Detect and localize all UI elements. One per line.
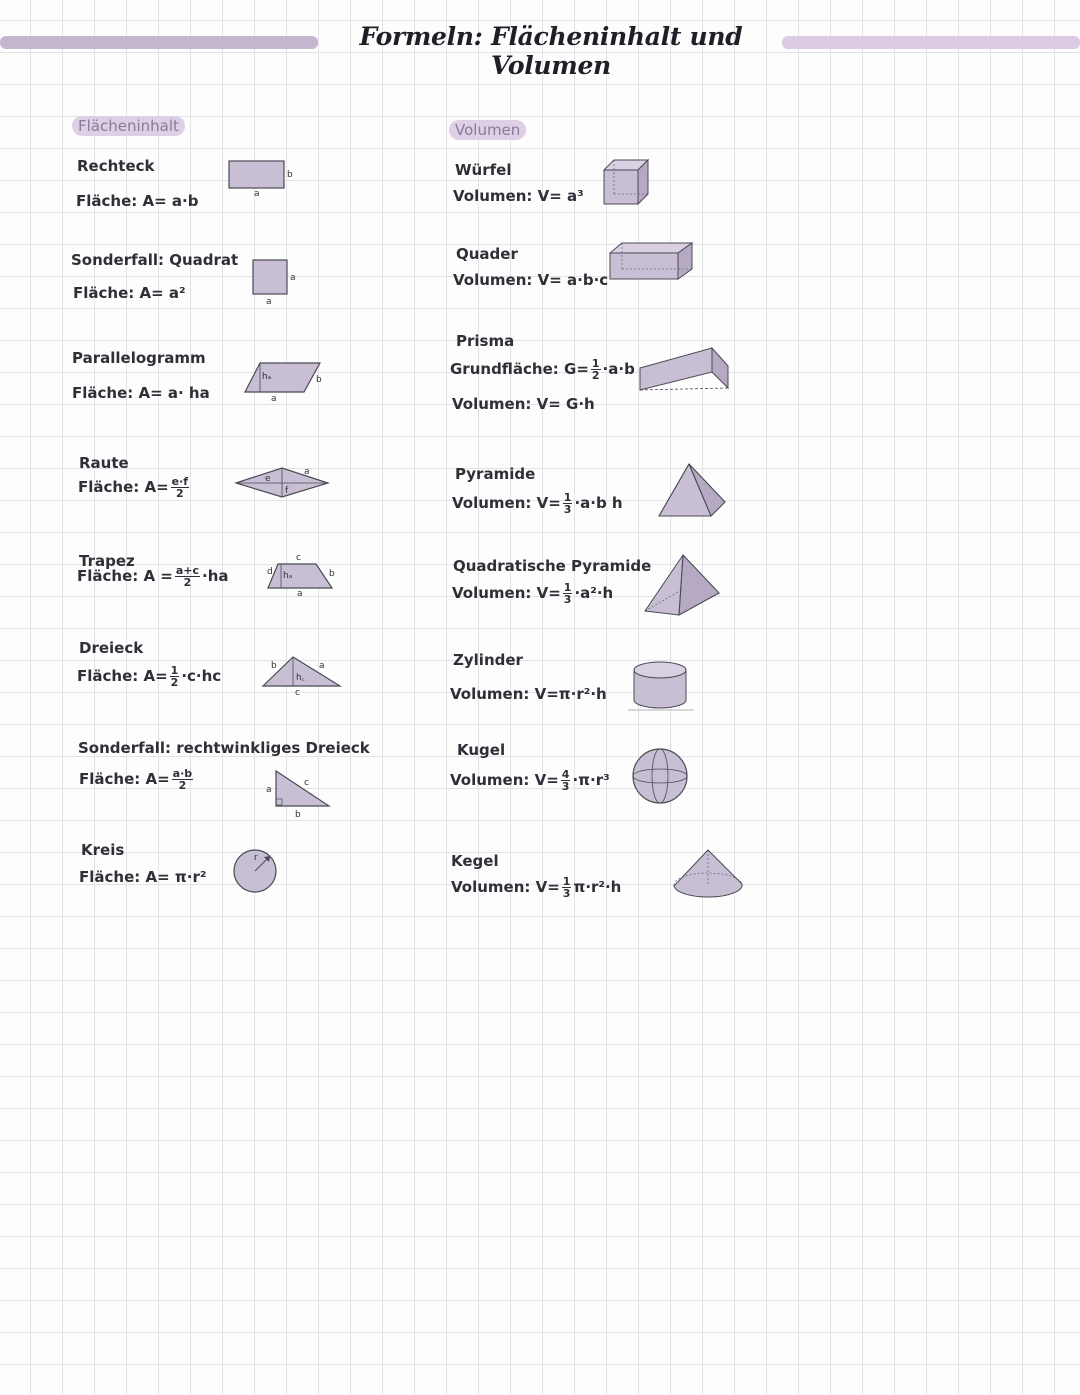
quader-formula: Volumen: V= a·b·c — [453, 271, 609, 289]
parallelogramm-formula: Fläche: A= a· ha — [72, 384, 210, 402]
trapezoid-label-b: b — [329, 569, 335, 579]
quad-pyramide-name: Quadratische Pyramide — [453, 557, 652, 575]
pyramide-fraction: $\frac{1}{3}$ — [563, 491, 572, 516]
square-label-a-side: a — [290, 273, 296, 283]
rectangle-label-a: a — [254, 189, 260, 199]
rhombus-label-a: a — [304, 467, 310, 477]
zylinder-name: Zylinder — [453, 651, 523, 669]
kegel-name: Kegel — [451, 852, 499, 870]
trapez-fraction: $\frac{a+c}{2}$ — [175, 564, 200, 589]
dreieck-fraction: $\frac{1}{2}$ — [170, 664, 179, 689]
square-shape — [253, 260, 287, 294]
trapez-name: Trapez — [79, 552, 135, 570]
dreieck-name: Dreieck — [79, 639, 144, 657]
sphere-shape — [633, 749, 687, 803]
triangle-label-hc: h꜀ — [296, 673, 305, 683]
quadrat-name: Sonderfall: Quadrat — [71, 251, 239, 269]
right-triangle-label-a: a — [266, 785, 272, 795]
kegel-fraction: $\frac{1}{3}$ — [562, 875, 571, 900]
trapezoid-shape — [268, 564, 332, 588]
square-label-a-bottom: a — [266, 297, 272, 307]
trapezoid-label-a: a — [297, 589, 303, 599]
wuerfel-formula: Volumen: V= a³ — [453, 187, 584, 205]
quader-name: Quader — [456, 245, 518, 263]
page-title: Formeln: Flächeninhalt und Volumen — [359, 22, 743, 80]
square-pyramid-figure — [643, 553, 725, 619]
sphere-figure — [630, 746, 690, 806]
rhombus-figure — [235, 466, 333, 500]
cuboid-figure — [608, 241, 696, 283]
trapezoid-label-c: c — [296, 553, 301, 563]
prism-figure — [638, 344, 734, 394]
quadrat-formula: Fläche: A= a² — [73, 284, 186, 302]
parallelogram-shape — [245, 363, 320, 392]
cube-figure — [602, 158, 652, 208]
title-bar-left — [0, 36, 318, 49]
trapez-formula: Fläche: A = $\frac{a+c}{2}$ ·ha — [77, 564, 229, 589]
kugel-name: Kugel — [457, 741, 506, 759]
circle-figure — [230, 846, 280, 896]
rectangle-figure — [228, 160, 298, 200]
triangle-label-b: b — [271, 661, 277, 671]
trapezoid-label-d: d — [267, 567, 273, 577]
cuboid-front — [610, 253, 678, 279]
square-figure — [252, 259, 302, 307]
dreieck-formula: Fläche: A= $\frac{1}{2}$ ·c·hc — [77, 664, 222, 689]
right-triangle-shape — [276, 771, 329, 806]
cylinder-figure — [628, 660, 694, 712]
kegel-formula: Volumen: V= $\frac{1}{3}$ π·r²·h — [451, 875, 622, 900]
right-triangle-label-c: c — [304, 778, 309, 788]
volume-header: Volumen — [449, 120, 526, 140]
kreis-name: Kreis — [81, 841, 125, 859]
rechteck-name: Rechteck — [77, 157, 155, 175]
triangle-figure — [262, 655, 344, 697]
rhombus-label-f: f — [285, 486, 289, 496]
parallelogramm-name: Parallelogramm — [72, 349, 206, 367]
rectangle-label-b: b — [287, 170, 293, 180]
right-triangle-label-b: b — [295, 810, 301, 820]
prisma-fraction: $\frac{1}{2}$ — [591, 357, 600, 382]
parallelogram-label-b: b — [316, 375, 322, 385]
right-triangle-figure — [263, 768, 335, 820]
kugel-fraction: $\frac{4}{3}$ — [561, 768, 570, 793]
title-bar-right — [782, 36, 1080, 49]
rechtwinklig-name: Sonderfall: rechtwinkliges Dreieck — [78, 739, 370, 757]
prisma-name: Prisma — [456, 332, 515, 350]
raute-formula: Fläche: A= $\frac{e\cdot f}{2}$ — [78, 475, 189, 500]
circle-label-r: r — [254, 853, 258, 863]
trapezoid-label-ha: hₐ — [283, 571, 293, 581]
pyramide-formula: Volumen: V= $\frac{1}{3}$ ·a·b h — [452, 491, 623, 516]
kreis-formula: Fläche: A= π·r² — [79, 868, 207, 886]
prisma-grundflaeche: Grundfläche: G= $\frac{1}{2}$ ·a·b — [450, 357, 635, 382]
rechtwinklig-formula: Fläche: A= $\frac{a\cdot b}{2}$ — [79, 767, 193, 792]
cone-figure — [672, 848, 746, 904]
prism-side — [640, 348, 712, 390]
pyramide-name: Pyramide — [455, 465, 536, 483]
prisma-volumen: Volumen: V= G·h — [452, 395, 595, 413]
zylinder-formula: Volumen: V=π·r²·h — [450, 685, 607, 703]
rechtwinklig-fraction: $\frac{a\cdot b}{2}$ — [172, 767, 193, 792]
parallelogram-figure — [244, 362, 326, 406]
trapezoid-figure — [262, 552, 342, 598]
cone-shape — [674, 850, 742, 897]
quad-pyramide-fraction: $\frac{1}{3}$ — [563, 581, 572, 606]
kugel-formula: Volumen: V= $\frac{4}{3}$ ·π·r³ — [450, 768, 610, 793]
rechteck-formula: Fläche: A= a·b — [76, 192, 199, 210]
raute-fraction: $\frac{e\cdot f}{2}$ — [171, 475, 189, 500]
raute-name: Raute — [79, 454, 129, 472]
triangle-label-c: c — [295, 688, 300, 698]
parallelogram-label-ha: hₐ — [262, 372, 272, 382]
cube-front — [604, 170, 638, 204]
rhombus-label-e: e — [265, 474, 271, 484]
area-header: Flächeninhalt — [72, 116, 185, 136]
parallelogram-label-a: a — [271, 394, 277, 404]
quad-pyramide-formula: Volumen: V= $\frac{1}{3}$ ·a²·h — [452, 581, 614, 606]
rectangle-shape — [229, 161, 284, 188]
wuerfel-name: Würfel — [455, 161, 512, 179]
pyramid-figure — [657, 462, 729, 522]
triangle-label-a: a — [319, 661, 325, 671]
